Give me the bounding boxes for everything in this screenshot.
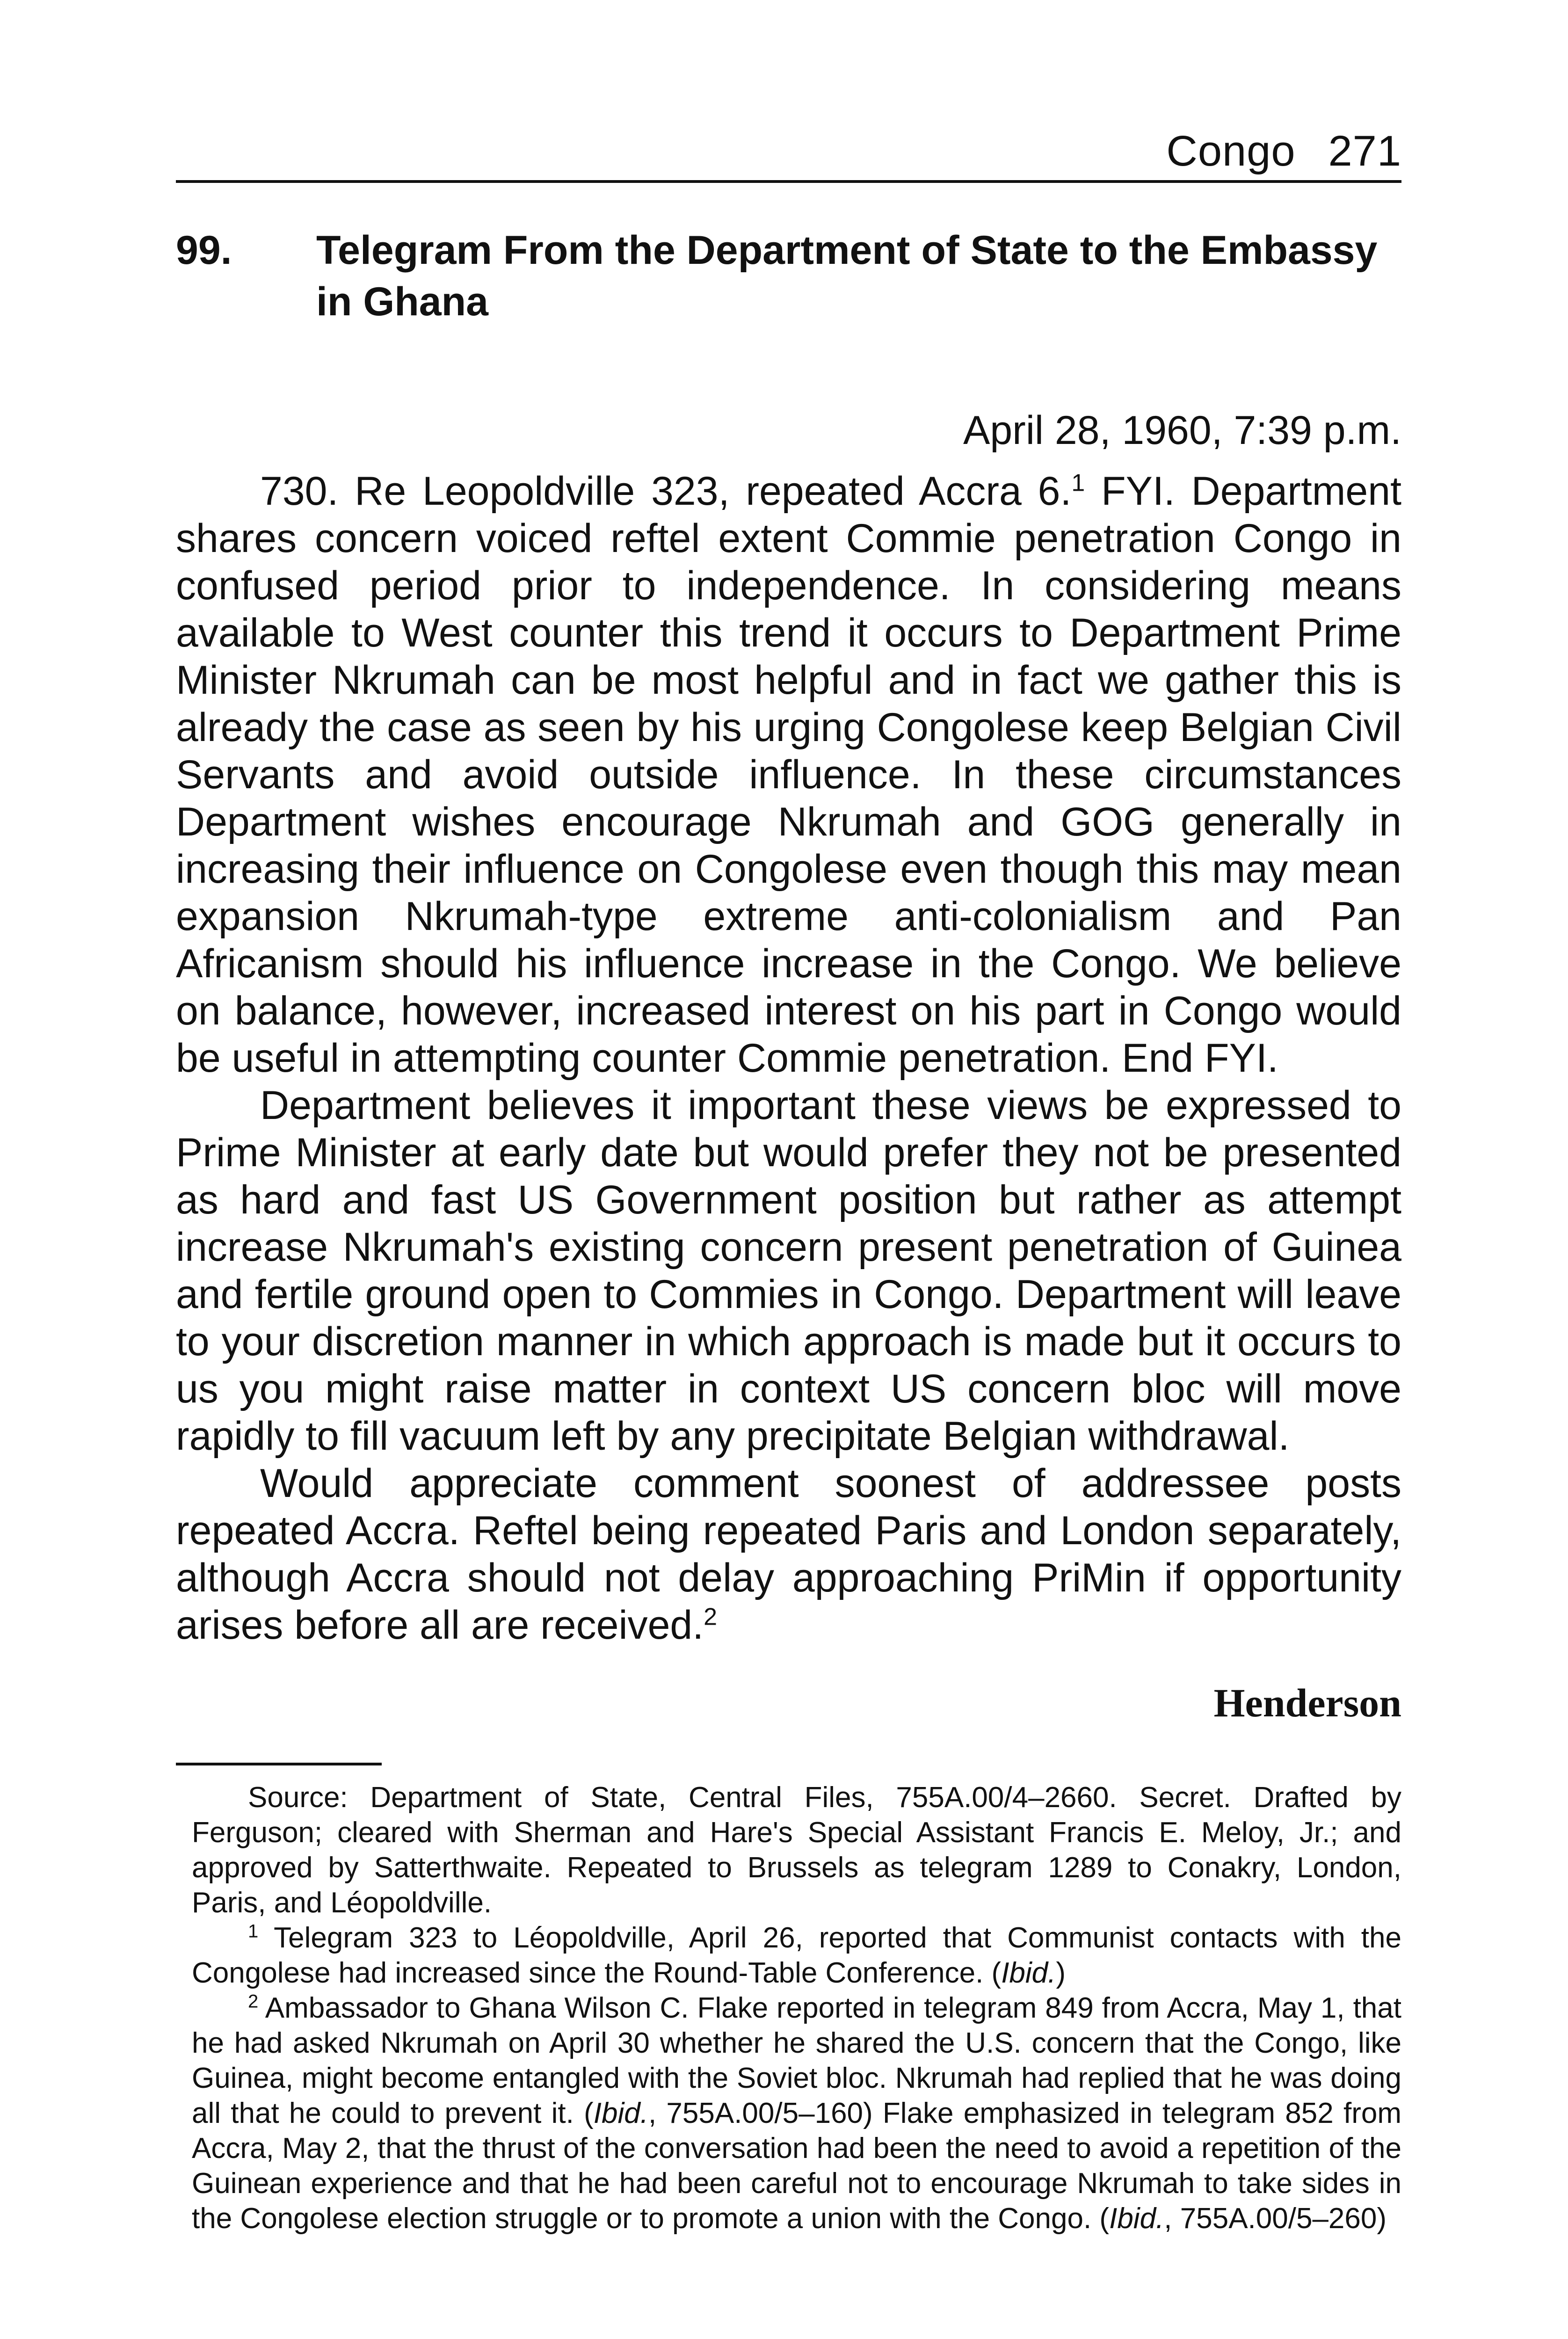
footnote-source: Source: Department of State, Central Files, 755A.00/4–2660. Secret. Drafted by Ferguson; cleared with Sherman and Hare's Special Assistant Francis E. Meloy, Jr.; and approved by Satterthwaite. Repeated to Brussels as telegram 1289 to Conakry, London, Paris, and Léopoldville. <box>192 1781 1401 1919</box>
dateline: April 28, 1960, 7:39 p.m. <box>963 408 1401 453</box>
footnote-1: $^1$ Telegram 323 to Léopoldville, April 26, reported that Communist contacts with the Congolese had increased since the Round-Table Conference. (Ibid.) <box>192 1921 1401 1989</box>
footnote-ref-2: 2 <box>704 1603 718 1631</box>
body-paragraph-3: Would appreciate comment soonest of addressee posts repeated Accra. Reftel being repeated Paris and London separately, although Accra should not delay approaching PriMin if opportunity arises before all are received.$^2$ <box>176 1461 1401 1648</box>
document-heading <box>176 225 1401 327</box>
telegram-body <box>176 468 1401 1649</box>
footnote-1-mark: 1 <box>248 1921 259 1942</box>
running-head <box>1166 125 1401 177</box>
running-head-title: Congo <box>1166 127 1296 175</box>
header-rule <box>176 180 1401 183</box>
body-paragraph-2: Department believes it important these views be expressed to Prime Minister at early date but would prefer they not be presented as hard and fast US Government position but rather as attempt increase Nkrumah's existing concern present penetration of Guinea and fertile ground open to Commies in Congo. Department will leave to your discretion manner in which approach is made but it occurs to us you might raise matter in context US concern bloc will move rapidly to fill vacuum left by any precipitate Belgian withdrawal. <box>176 1083 1401 1459</box>
footnote-ref-1: 1 <box>1071 469 1085 497</box>
document-title: Telegram From the Department of State to the Embassy in Ghana <box>316 228 1378 324</box>
body-paragraph-1: 730. Re Leopoldville 323, repeated Accra 6.$^1$ FYI. Department shares concern voiced reftel extent Commie penetration Congo in confused period prior to independence. In considering means available to West counter this trend it occurs to Department Prime Minister Nkrumah can be most helpful and in fact we gather this is already the case as seen by his urging Congolese keep Belgian Civil Servants and avoid outside influence. In these circumstances Department wishes encourage Nkrumah and GOG generally in increasing their influence on Congolese even though this may mean expansion Nkrumah-type extreme anti-colonialism and Pan Africanism should his influence increase in the Congo. We believe on balance, however, increased interest on his part in Congo would be useful in attempting counter Commie penetration. End FYI. <box>176 469 1401 1081</box>
page-number: 271 <box>1328 127 1401 175</box>
document-number: 99. <box>176 228 232 273</box>
footnotes <box>192 1780 1401 2236</box>
signature: Henderson <box>1213 1680 1401 1725</box>
footnote-2: $^2$ Ambassador to Ghana Wilson C. Flake reported in telegram 849 from Accra, May 1, that he had asked Nkrumah on April 30 whether he shared the U.S. concern that the Congo, like Guinea, might become entangled with the Soviet bloc. Nkrumah had replied that he was doing all that he could to prevent it. (Ibid., 755A.00/5–160) Flake emphasized in telegram 852 from Accra, May 2, that the thrust of the conversation had been the need to avoid a repetition of the Guinean experience and that he had been careful not to encourage Nkrumah to take sides in the Congolese election struggle or to promote a union with the Congo. (Ibid., 755A.00/5–260) <box>192 1991 1401 2235</box>
footnote-2-mark: 2 <box>248 1991 259 2012</box>
footnote-rule <box>176 1763 382 1765</box>
